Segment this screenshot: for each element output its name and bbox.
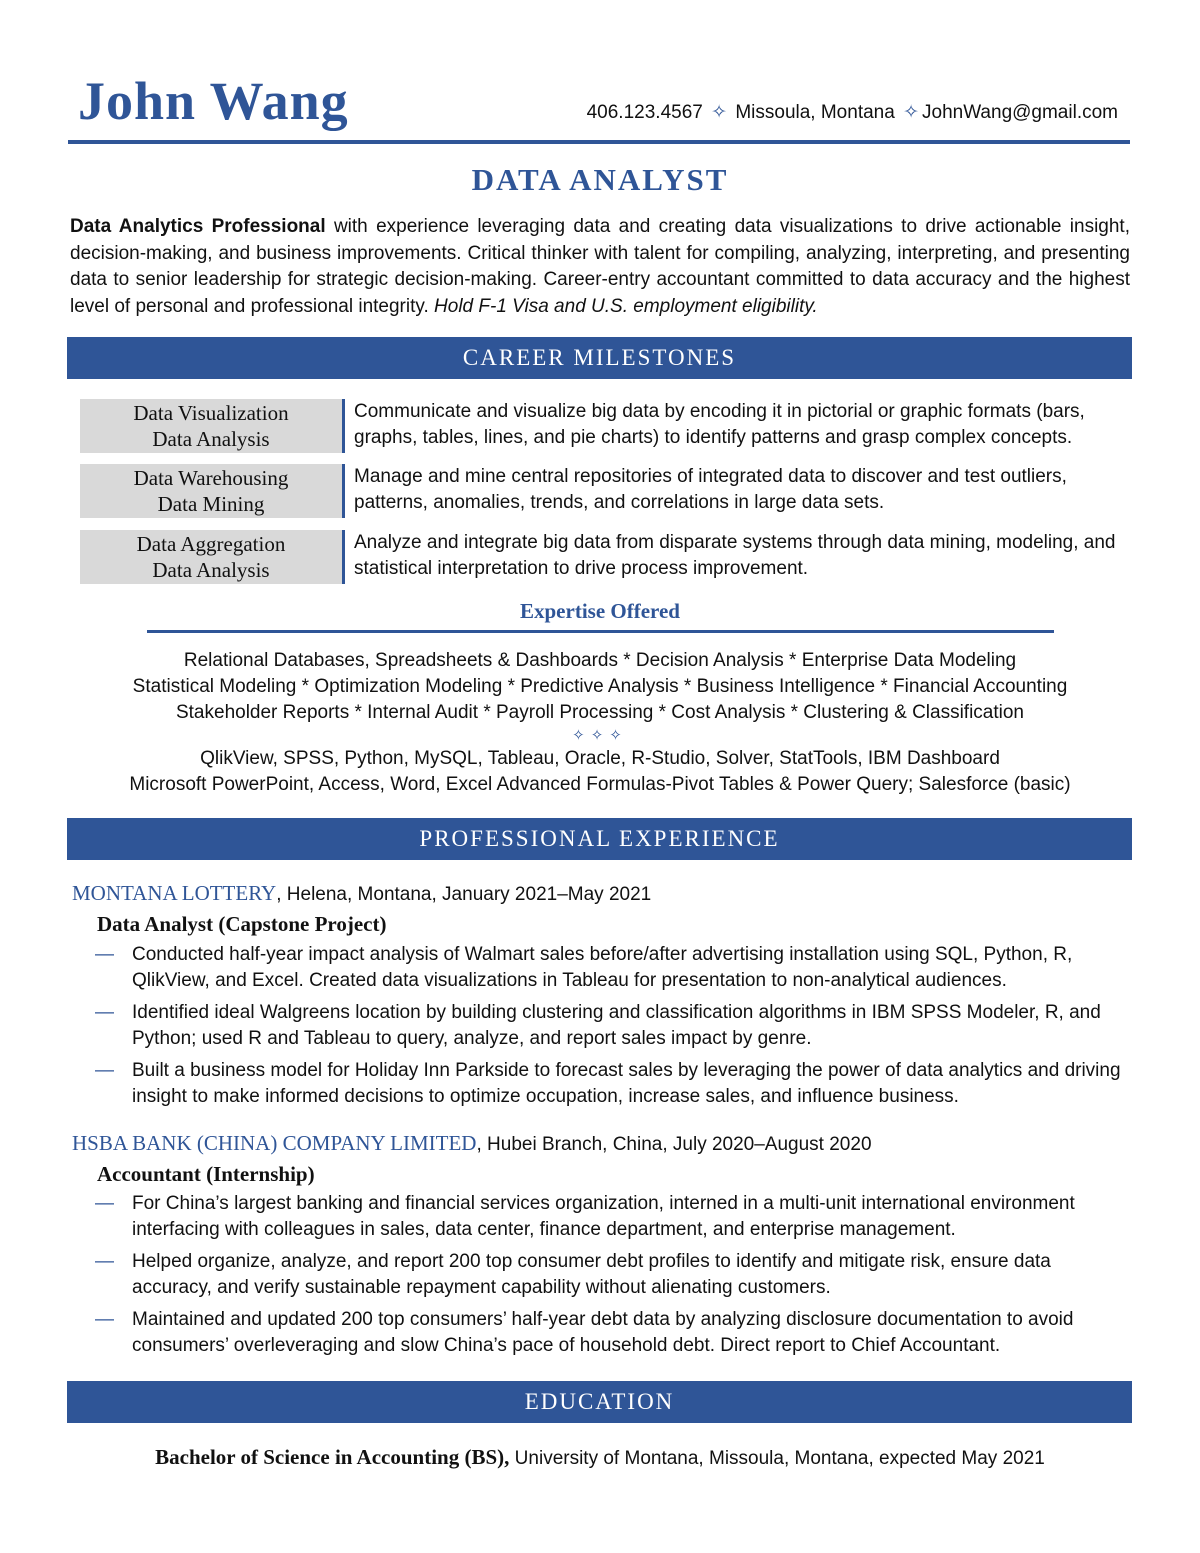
professional-summary [70, 214, 1130, 320]
milestone-label-line: Data Analysis [152, 427, 270, 451]
milestone-label [80, 464, 342, 518]
achievement-list [95, 1191, 1135, 1365]
dash-bullet-icon: — [95, 1002, 114, 1023]
milestone-label [80, 399, 342, 453]
milestone-label-line: Data Warehousing [133, 466, 289, 490]
milestone-label [80, 530, 342, 584]
achievement-list [95, 942, 1135, 1116]
degree: Bachelor of Science in Accounting (BS), [155, 1445, 510, 1469]
employer-name: HSBA BANK (CHINA) COMPANY LIMITED [72, 1131, 477, 1155]
expertise-heading: Expertise Offered [520, 599, 680, 623]
expertise-rule [147, 630, 1054, 633]
milestone-row [80, 399, 1140, 453]
section-bar-professional-experience: PROFESSIONAL EXPERIENCE [67, 818, 1132, 860]
phone-number: 406.123.4567 [586, 102, 703, 123]
education-details: University of Montana, Missoula, Montana, expected May 2021 [509, 1448, 1045, 1469]
employer-name: MONTANA LOTTERY [72, 881, 277, 905]
milestone-row [80, 530, 1140, 584]
section-bar-career-milestones: CAREER MILESTONES [67, 337, 1132, 379]
list-item [95, 1058, 1135, 1110]
employer-details: , Hubei Branch, China, July 2020–August 2020 [476, 1134, 872, 1155]
list-item [95, 942, 1135, 994]
milestone-divider [342, 464, 345, 518]
milestone-description: Analyze and integrate big data from disparate systems through data mining, modeling, and statistical interpretation to drive process improvement. [354, 532, 1116, 579]
expertise-line: Relational Databases, Spreadsheets & Dashboards * Decision Analysis * Enterprise Data Modeling [183, 650, 1017, 671]
header-rule [68, 140, 1130, 144]
dash-bullet-icon: — [95, 1060, 114, 1081]
milestone-label-line: Data Aggregation [136, 532, 286, 556]
list-item [95, 1191, 1135, 1243]
diamond-separator-icon: ✧ [711, 102, 728, 123]
contact-info [587, 100, 1118, 126]
list-item [95, 1000, 1135, 1052]
employer-details: , Helena, Montana, January 2021–May 2021 [276, 884, 652, 905]
tools-line: QlikView, SPSS, Python, MySQL, Tableau, Oracle, R-Studio, Solver, StatTools, IBM Dashboard [200, 748, 1000, 769]
bullet-text: Built a business model for Holiday Inn Parkside to forecast sales by leveraging the power of data analytics and driving insight to make informed decisions to optimize occupation, increase sales, and influence business. [132, 1060, 1121, 1107]
list-item [95, 1307, 1135, 1359]
dash-bullet-icon: — [95, 944, 114, 965]
milestone-divider [342, 399, 345, 453]
bullet-text: Conducted half-year impact analysis of Walmart sales before/after advertising installation using SQL, Python, R, QlikView, and Excel. Created data visualizations in Tableau for presentation to non-analytical audiences. [132, 944, 1073, 991]
job-role: Data Analyst (Capstone Project) [97, 912, 387, 936]
section-bar-education: EDUCATION [67, 1381, 1132, 1423]
bullet-text: For China’s largest banking and financial services organization, interned in a multi-unit international environment interfacing with colleagues in sales, data center, finance department, and enterprise management. [132, 1193, 1075, 1240]
employer-line [72, 1130, 872, 1158]
milestone-label-line: Data Analysis [152, 558, 270, 582]
employer-line [72, 880, 651, 908]
milestone-divider [342, 530, 345, 584]
job-role: Accountant (Internship) [97, 1162, 315, 1186]
bullet-text: Helped organize, analyze, and report 200 top consumer debt profiles to identify and mitigate risk, ensure data accuracy, and verify sustainable repayment capability without alienating customers. [132, 1251, 1051, 1298]
summary-lead: Data Analytics Professional [70, 216, 326, 237]
milestone-row [80, 464, 1140, 518]
email-address: JohnWang@gmail.com [922, 102, 1118, 123]
expertise-list [0, 648, 1200, 798]
milestone-label-line: Data Mining [157, 492, 265, 516]
milestone-label-line: Data Visualization [133, 401, 289, 425]
candidate-name: John Wang [78, 71, 349, 131]
bullet-text: Maintained and updated 200 top consumers’ half-year debt data by analyzing disclosure documentation to avoid consumers’ overleveraging and slow China’s pace of household debt. Direct report to Chief Accountant. [132, 1309, 1074, 1356]
diamond-separator-icon: ✧ [903, 102, 919, 123]
expertise-line: Statistical Modeling * Optimization Modeling * Predictive Analysis * Business Intelligence * Financial Accounting [132, 676, 1068, 697]
location: Missoula, Montana [735, 102, 895, 123]
list-item [95, 1249, 1135, 1301]
tools-line: Microsoft PowerPoint, Access, Word, Excel Advanced Formulas-Pivot Tables & Power Query; Salesforce (basic) [129, 774, 1071, 795]
dash-bullet-icon: — [95, 1309, 114, 1330]
job-title: DATA ANALYST [471, 162, 729, 197]
dash-bullet-icon: — [95, 1193, 114, 1214]
expertise-line: Stakeholder Reports * Internal Audit * Payroll Processing * Cost Analysis * Clustering & Classification [175, 702, 1024, 723]
milestone-description: Communicate and visualize big data by encoding it in pictorial or graphic formats (bars, graphs, tables, lines, and pie charts) to identify patterns and grasp complex concepts. [354, 401, 1085, 448]
bullet-text: Identified ideal Walgreens location by building clustering and classification algorithms in IBM SPSS Modeler, R, and Python; used R and Tableau to query, analyze, and report sales impact by genre. [132, 1002, 1101, 1049]
education-entry [0, 1444, 1200, 1472]
milestone-description: Manage and mine central repositories of integrated data to discover and test outliers, patterns, anomalies, trends, and correlations in large data sets. [354, 466, 1067, 513]
summary-visa-note: Hold F-1 Visa and U.S. employment eligibility. [434, 295, 818, 317]
summary-body: with experience leveraging data and creating data visualizations to drive actionable insight, decision-making, and business improvements. Critical thinker with talent for compiling, analyzing, interpreting, and presenting data to senior leadership for strategic decision-making. Career-entry accountant committed to data accuracy and the highest level of personal and professional integrity. [70, 216, 1130, 317]
diamond-ornament-icon: ✧✧✧ [572, 727, 628, 744]
dash-bullet-icon: — [95, 1251, 114, 1272]
